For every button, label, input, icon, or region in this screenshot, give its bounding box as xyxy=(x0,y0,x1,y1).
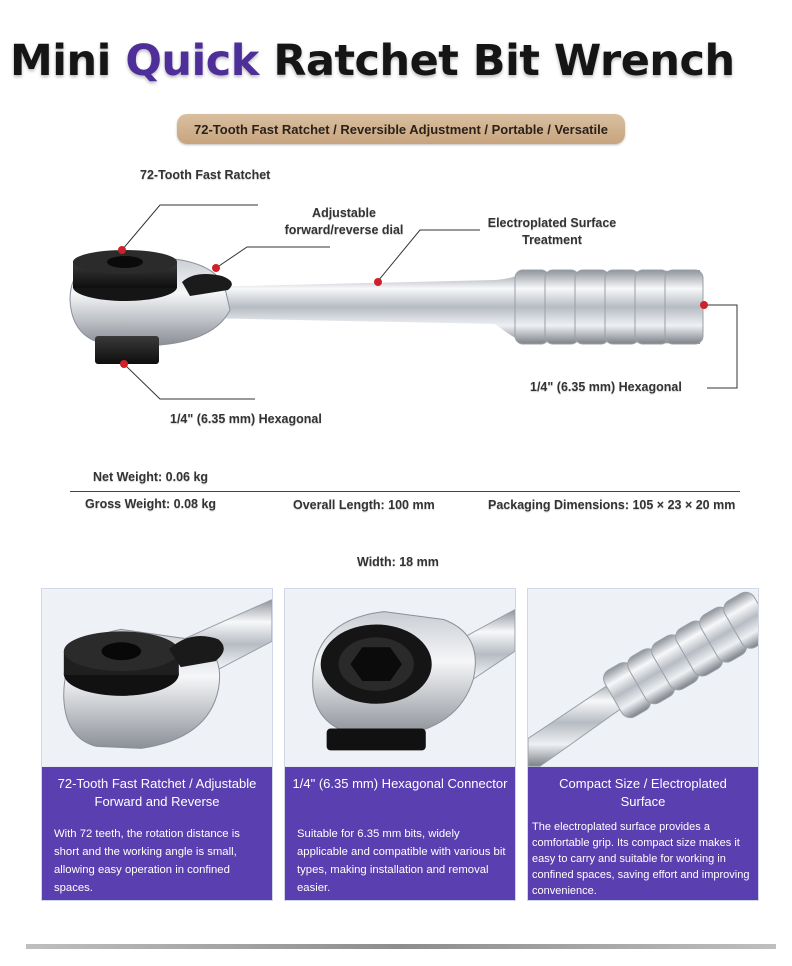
photo-ratchet-closeup xyxy=(42,589,272,767)
card-title-ratchet-line2: Forward and Reverse xyxy=(94,794,220,809)
callout-surface xyxy=(478,215,626,249)
callout-hex-bottom: 1/4" (6.35 mm) Hexagonal xyxy=(170,412,322,426)
card-title-hex xyxy=(289,775,511,793)
feature-card-ratchet xyxy=(41,588,273,901)
callout-hex-right: 1/4" (6.35 mm) Hexagonal xyxy=(530,380,682,394)
spec-overall-length: Overall Length: 100 mm xyxy=(293,498,435,512)
card-title-surface-line2: Surface xyxy=(620,794,666,809)
photo-grip-surface xyxy=(528,589,758,767)
spec-gross-weight: Gross Weight: 0.08 kg xyxy=(85,497,217,511)
spec-packaging: Packaging Dimensions: 105 × 23 × 20 mm xyxy=(488,498,736,512)
card-text-surface: The electroplated surface provides a comfortable grip. Its compact size makes it easy to carry and suitable for working in confined spaces, saving effort and improving convenience. xyxy=(532,821,750,897)
card-title-ratchet-line1: 72-Tooth Fast Ratchet / Adjustable xyxy=(57,776,257,791)
card-title-hex-line1: 1/4" (6.35 mm) Hexagonal Connector xyxy=(292,776,508,791)
spec-divider xyxy=(70,491,740,492)
title-part2: Ratchet Bit Wrench xyxy=(258,36,735,86)
grip-rings xyxy=(515,270,703,344)
title-part1: Mini xyxy=(10,36,126,86)
photo-hex-connector xyxy=(285,589,515,767)
callout-ratchet: 72-Tooth Fast Ratchet xyxy=(140,168,271,182)
callout-dial xyxy=(270,205,418,239)
card-text-ratchet: With 72 teeth, the rotation distance is short and the working angle is small, allowing easy operation in confined spaces. xyxy=(54,828,240,894)
bottom-divider xyxy=(26,944,776,949)
callout-surface-line1: Electroplated Surface xyxy=(487,216,617,230)
callout-dial-line2: forward/reverse dial xyxy=(284,223,404,237)
spec-net-weight: Net Weight: 0.06 kg xyxy=(93,470,209,484)
card-title-ratchet xyxy=(46,775,268,811)
hex-socket-bottom xyxy=(95,336,159,364)
title-accent: Quick xyxy=(125,36,259,86)
tagline-banner: 72-Tooth Fast Ratchet / Reversible Adjustment / Portable / Versatile xyxy=(177,114,625,144)
callout-surface-line2: Treatment xyxy=(522,233,582,247)
card-text-hex: Suitable for 6.35 mm bits, widely applicable and compatible with various bit types, making installation and removal easier. xyxy=(297,828,506,894)
card-title-surface-line1: Compact Size / Electroplated xyxy=(559,776,727,791)
spec-width: Width: 18 mm xyxy=(357,555,439,569)
feature-card-hex xyxy=(284,588,516,901)
card-title-surface xyxy=(532,775,754,811)
feature-card-surface xyxy=(527,588,759,901)
callout-dial-line1: Adjustable xyxy=(312,206,376,220)
